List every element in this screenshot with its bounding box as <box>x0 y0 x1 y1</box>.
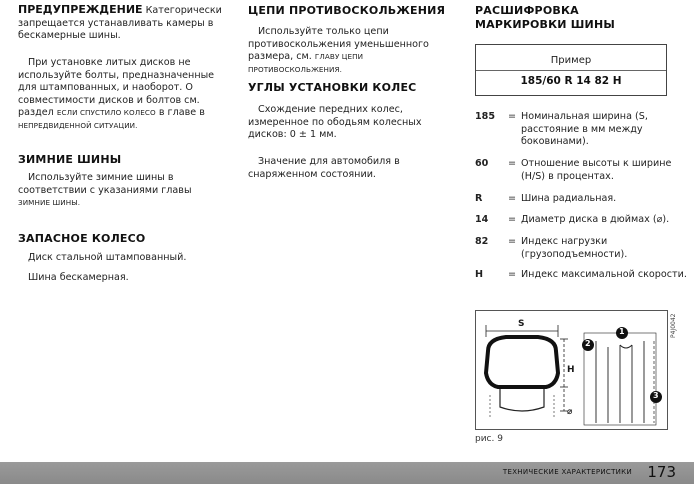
chains-text-sc: ГЛАВУ ЦЕПИ ПРОТИВОСКОЛЬЖЕНИЯ. <box>248 52 364 74</box>
winter-text-a: Используйте зимние шины в соответствии с указаниями главы <box>18 172 192 196</box>
page-number: 173 <box>647 463 676 481</box>
figure-caption: рис. 9 <box>475 434 503 444</box>
winter-text-sc: ЗИМНИЕ ШИНЫ. <box>18 198 81 208</box>
spec-code: 82 <box>475 236 489 247</box>
spec-row <box>475 269 694 295</box>
angles-paragraph: Схождение передних колес, измеренное по ободьям колесных дисков: 0 ± 1 мм. <box>248 104 422 141</box>
spec-equals: = <box>508 236 517 247</box>
example-box <box>475 44 667 96</box>
page-footer <box>0 462 694 484</box>
tire-figure <box>475 310 668 430</box>
spec-row <box>475 193 694 206</box>
winter-paragraph <box>18 172 218 210</box>
rim-side-view <box>584 333 656 425</box>
spec-row <box>475 214 694 227</box>
figure-code: P4J0042 <box>670 313 677 338</box>
chains-title: ЦЕПИ ПРОТИВОСКОЛЬЖЕНИЯ <box>248 4 446 17</box>
spec-row <box>475 111 694 149</box>
spec-description: Номинальная ширина (S, расстояние в мм между боковинами). <box>521 111 648 148</box>
spec-description: Диаметр диска в дюймах (⌀). <box>521 214 670 225</box>
alloy-text-sc: ЕСЛИ СПУСТИЛО КОЛЕСО <box>56 108 156 118</box>
spare-line-1: Диск стальной штампованный. <box>28 252 187 263</box>
spec-equals: = <box>508 214 517 225</box>
tire-cross-section <box>486 325 568 417</box>
example-divider <box>476 70 666 71</box>
callout-2: 2 <box>585 339 591 348</box>
alloy-text-sc2: НЕПРЕДВИДЕННОЙ СИТУАЦИИ. <box>18 120 138 130</box>
winter-title: ЗИМНИЕ ШИНЫ <box>18 153 122 166</box>
angles-note: Значение для автомобиля в снаряженном состоянии. <box>248 156 400 180</box>
alloy-text-b: в главе в <box>158 107 205 119</box>
spec-equals: = <box>508 269 517 280</box>
spec-description: Отношение высоты к ширине (H/S) в процентах. <box>521 158 672 182</box>
spec-row <box>475 236 694 262</box>
callout-1: 1 <box>619 327 625 336</box>
spec-row <box>475 158 694 184</box>
alloy-paragraph <box>18 57 218 133</box>
callouts <box>582 327 662 403</box>
warning-paragraph <box>18 4 228 43</box>
label-diameter: ⌀ <box>567 407 573 417</box>
chains-paragraph <box>248 26 448 76</box>
spec-equals: = <box>508 111 517 122</box>
example-label: Пример <box>550 55 592 66</box>
spare-title: ЗАПАСНОЕ КОЛЕСО <box>18 232 146 245</box>
label-h: H <box>567 365 575 375</box>
footer-section: ТЕХНИЧЕСКИЕ ХАРАКТЕРИСТИКИ <box>502 468 632 476</box>
spec-code: 185 <box>475 111 496 122</box>
spec-equals: = <box>508 193 517 204</box>
spec-description: Индекс нагрузки (грузоподъемности). <box>521 236 628 260</box>
spare-line-2: Шина бескамерная. <box>28 272 129 283</box>
callout-3: 3 <box>653 391 659 400</box>
warning-title: ПРЕДУПРЕЖДЕНИЕ <box>18 3 143 16</box>
spec-equals: = <box>508 158 517 169</box>
decode-title-line-1: РАСШИФРОВКА <box>475 4 579 17</box>
spec-description: Шина радиальная. <box>521 193 617 204</box>
example-value: 185/60 R 14 82 H <box>520 75 622 87</box>
chains-text-a: Используйте только цепи противоскольжения уменьшенного размера, см. <box>248 26 429 63</box>
spec-code: R <box>475 193 483 204</box>
spec-code: 60 <box>475 158 489 169</box>
spec-description: Индекс максимальной скорости. <box>521 269 687 280</box>
decode-title-line-2: МАРКИРОВКИ ШИНЫ <box>475 18 615 31</box>
alloy-text-a: При установке литых дисков не используйте болты, предназначенные для штампованных, и наоборот. О совместимости дисков и болтов см. раздел <box>18 57 215 119</box>
spec-code: H <box>475 269 484 280</box>
warning-text: Категорически запрещается устанавливать камеры в бескамерные шины. <box>18 5 222 42</box>
label-s: S <box>518 319 525 329</box>
angles-title: УГЛЫ УСТАНОВКИ КОЛЕС <box>248 81 417 94</box>
spec-code: 14 <box>475 214 489 225</box>
